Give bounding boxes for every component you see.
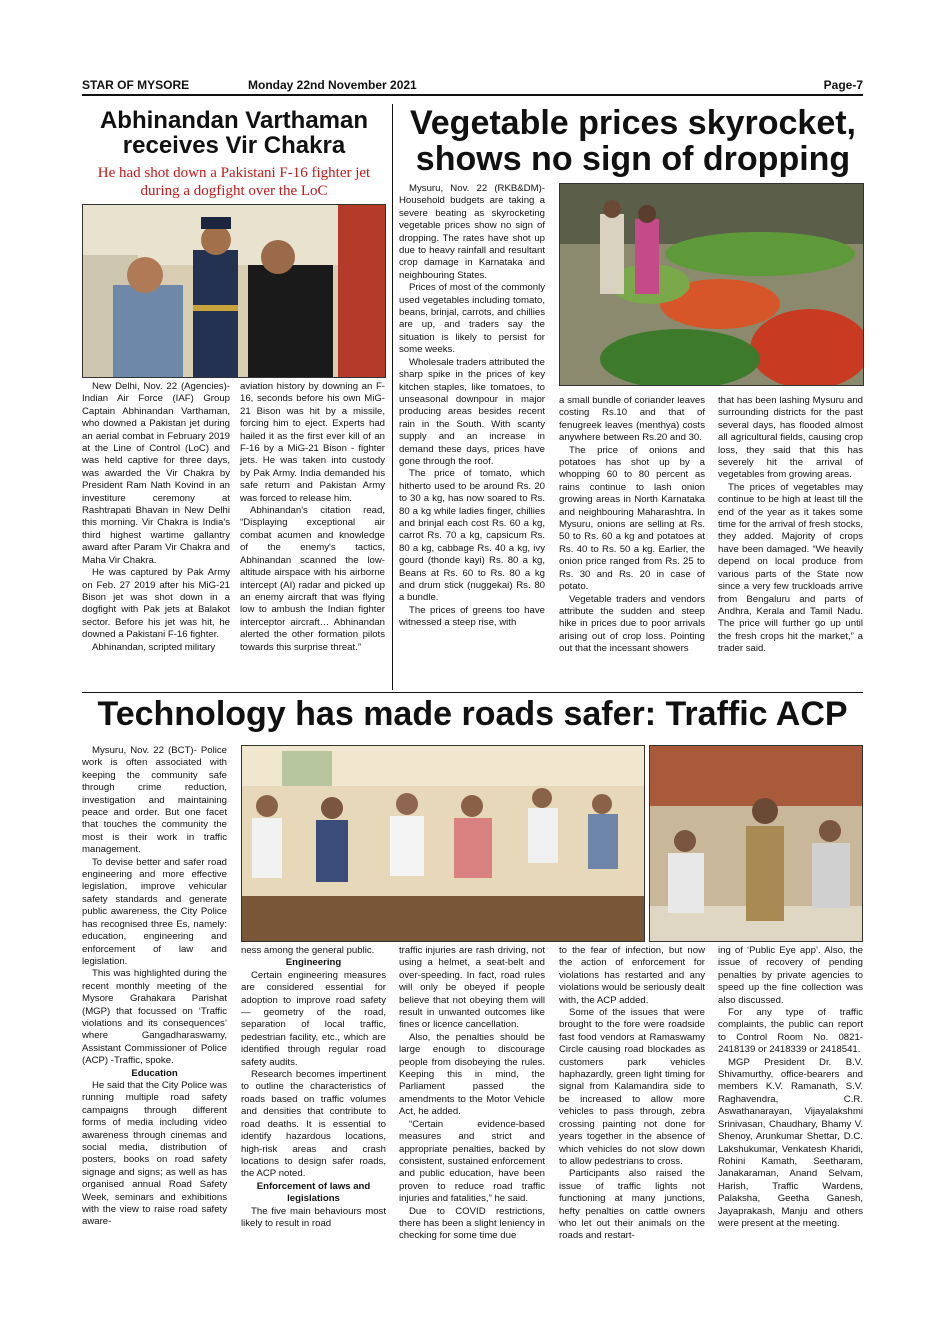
paragraph: The prices of vegetables may continue to be high at least till the end of the year as it takes some time for the arrival of fresh stocks, they added. Majority of crops have been damaged. “We heavily depend on local produce from various parts of the State now since a very few truckloads arrive from Bengaluru and parts of Andhra, Kerala and Tamil Nadu. The price will further go up until the fresh crops hit the market,” a trader said. (718, 481, 863, 655)
story1-headline: Abhinandan Varthaman receives Vir Chakra (99, 107, 369, 160)
paragraph: “Certain evidence-based measures and strict and appropriate penalties, backed by consistent, sustained enforcement and public education, have been proven to reduce road traffic injuries and fatalities,” he said. (399, 1118, 545, 1205)
column-divider (392, 104, 393, 690)
acp-speaking-image (650, 746, 862, 941)
paragraph: Mysuru, Nov. 22 (RKB&DM)- Household budgets are taking a severe beating as skyrocketing vegetable prices show no sign of dropping. The rates have shot up due to heavy rainfall and resultant crop damage in Karnataka and neighbouring States. (399, 183, 545, 281)
story1-deck: He had shot down a Pakistani F-16 fighter jet during a dogfight over the LoC (97, 165, 371, 199)
paragraph: He was captured by Pak Army on Feb. 27 2019 after his MiG-21 Bison jet was shot down in a dogfight with Pak jets at Balakot sector. Before his jet was hit, he downed a Pakistani F-16 fighter. (82, 567, 230, 641)
paragraph: ness among the general public. (241, 945, 375, 956)
paragraph: Participants also raised the issue of traffic lights not functioning at many junctions, hefty penalties on cattle owners who let out their animals on the roads and restart- (559, 1168, 705, 1242)
paragraph: to the fear of infection, but now the action of enforcement for violations has restarted and any violations would be seriously dealt with, the ACP added. (559, 945, 705, 1006)
story3-headline: Technology has made roads safer: Traffic ACP (97, 695, 848, 733)
paragraph: a small bundle of coriander leaves costing Rs.10 and that of fenugreek leaves (menthya) costs anywhere between Rs.20 and 30. (559, 395, 705, 444)
story3-column-4 (559, 945, 705, 1243)
masthead (82, 78, 863, 94)
acp-speaking-photo (649, 745, 863, 942)
paragraph: Also, the penalties should be large enough to discourage people from disobeying the rules. Keeping this in mind, the Parliament passed the amendments to the Motor Vehicle Act, he added. (399, 1031, 545, 1118)
paragraph: that has been lashing Mysuru and surrounding districts for the past several days, has flooded almost all agricultural fields, causing crop loss, they said that this has severely hit the arrival of vegetables from growing areas. (718, 395, 863, 481)
paragraph: Abhinandan, scripted military (92, 641, 216, 653)
paragraph: New Delhi, Nov. 22 (Agencies)- Indian Air Force (IAF) Group Captain Abhinandan Varthaman, who downed a Pakistan jet during an aerial combat in February 2019 at the Line of Control (LoC) and was held captive for three days, was awarded the Vir Chakra by President Ram Nath Kovind in an investiture ceremony at Rashtrapati Bhavan in New Delhi this morning. Vir Chakra is India's third highest wartime gallantry award after Param Vir Chakra and Maha Vir Chakra. (82, 381, 230, 566)
paragraph: To devise better and safer road engineering and more effective legislation, improve vehicular safety standards and generate public awareness, the City Police has recognised three Es, namely: education, engineering and enforcement of law and legislation. (82, 856, 227, 967)
paragraph: Some of the issues that were brought to the fore were roadside fast food vendors at Ramaswamy Circle causing road blockades as customers park vehicles haphazardly, green light timing for signal from Kalamandira side to be increased to allow more vehicles to pass through, zebra crossing painting not done for years together in the absence of which vehicles do not slow down to allow pedestrians to cross. (559, 1007, 705, 1167)
vegetable-market-photo (559, 183, 864, 386)
award-ceremony-photo (82, 204, 386, 378)
story1-column-1 (82, 381, 230, 654)
paragraph: The price of tomato, which hitherto used to be around Rs. 20 to 30 a kg, has now soared to Rs. 80 a kg while ladies finger, chillies and brinjal each cost Rs. 60 a kg, carrot Rs. 70 a kg, capsicum Rs. 80 a kg, cabbage Rs. 40 a kg, ivy gourd (thonde kayi) Rs. 80 a kg, Beans at Rs. 60 to Rs. 80 a kg and drum stick (nuggekai) Rs. 80 a bundle. (399, 468, 545, 604)
paragraph: For any type of traffic complaints, the public can report to Control Room No. 0821-2418139 or 2418339 or 2418541. (718, 1007, 863, 1056)
meeting-photo (241, 745, 645, 942)
subheading-engineering: Engineering (285, 957, 342, 969)
story1-column-2 (240, 381, 385, 654)
paragraph: The five main behaviours most likely to result in road (241, 1205, 386, 1229)
story3-column-3 (399, 945, 545, 1243)
story3-column-5 (718, 945, 863, 1230)
paragraph: Mysuru, Nov. 22 (BCT)- Police work is often associated with keeping the community safe through crime reduction, investigation and maintaining peace and order. But one facet that touches the community the most is their work in traffic management. (82, 745, 227, 856)
paragraph: traffic injuries are rash driving, not using a helmet, a seat-belt and over-speeding. In fact, road rules will only be obeyed if people believe that not obeying them will result in unwanted outcomes like fines or licence cancellation. (399, 945, 545, 1031)
masthead-rule (82, 94, 863, 96)
story3-column-2 (241, 945, 386, 1230)
meeting-image (242, 746, 644, 941)
paragraph: The price of onions and potatoes has shot up by a whopping 60 to 80 percent as rains continue to lash onion growing areas in North Karnataka and neighbouring Maharashtra. In Mysuru, onions are selling at Rs. 50 to Rs. 60 a kg and potatoes at Rs. 40 to Rs. 50 a kg. Earlier, the onion price ranged from Rs. 25 to Rs. 30 and Rs. 20 in case of potato. (559, 444, 705, 593)
paragraph: aviation history by downing an F-16, seconds before his own MiG-21 Bison was hit by a missile, forcing him to eject. Experts had hailed it as the first ever kill of an F-16 by a MiG-21 Bison - fighter jets. He was taken into custody by Pak Army. India demanded his safe return and Pakistan Army was forced to release him. (240, 381, 385, 504)
story2-column-3 (718, 395, 863, 656)
issue-date: Monday 22nd November 2021 (248, 78, 417, 92)
paragraph: Wholesale traders attributed the sharp spike in the prices of key kitchen staples, like tomatoes, to unseasonal downpour in major producing areas besides recent rain in the South. With scanty supply and an increase in demand these days, prices have gone through the roof. (399, 356, 545, 467)
paragraph: The prices of greens too have witnessed a steep rise, with (399, 604, 545, 629)
paragraph: He said that the City Police was running multiple road safety campaigns through different forms of media including video awareness through cinemas and social media, distribution of posters, books on road safety signage and signs; as well as has organised annual Road Safety Week, seminars and exhibitions with the view to raise road safety aware- (82, 1079, 227, 1228)
story2-column-2 (559, 395, 705, 656)
paragraph: Abhinandan's citation read, “Displaying exceptional air combat acumen and knowledge of the enemy's tactics, Abhinandan scanned the low-altitude airspace with his airborne intercept (AI) radar and picked up an enemy aircraft that was flying low to ambush the Indian fighter interceptor aircraft… Abhinandan alerted the other formation pilots towards this surprise threat.” (240, 505, 385, 653)
paragraph: MGP President Dr. B.V. Shivamurthy, office-bearers and members K.V. Ramanath, S.V. Raghavendra, C.R. Aswathanarayan, Vijayalakshmi Srinivasan, Chaudhary, Bhamy V. Shenoy, Arunkumar Shettar, D.C. Lakshukumar, Venkatesh Kharidi, Rohini Kamath, Seetharam, Janakaraman, Anand Selvam, Harish, Traffic Wardens, Palaksha, Geetha Ganesh, Jayaprakash, Manju and others were present at the meeting. (718, 1056, 863, 1229)
story2-column-1 (399, 183, 545, 630)
section-rule (82, 692, 863, 693)
paragraph: Research becomes impertinent to outline the characteristics of roads based on traffic volumes and densities that contribute to road deaths. It is essential to identify hazardous locations, high-risk areas and crash locations to design safer roads, the ACP noted. (241, 1069, 386, 1180)
subheading-education: Education (131, 1067, 178, 1079)
vegetable-market-image (560, 184, 863, 385)
paragraph: This was highlighted during the recent monthly meeting of the Mysore Grahakara Parishat (MGP) that focussed on ‘Traffic violations and its consequences’ where Gangadharaswamy, Assistant Commissioner of Police (ACP) -Traffic, spoke. (82, 968, 227, 1067)
subheading-enforcement: Enforcement of laws and legislations (256, 1180, 371, 1205)
paragraph: Certain engineering measures are considered essential for adoption to improve road safety — geometry of the road, separation of local traffic, pedestrian facility, etc., which are identified through regular road safety audits. (241, 969, 386, 1068)
paragraph: Vegetable traders and vendors attribute the sudden and steep hike in prices due to poor arrivals arising out of crop loss. Pointing out that the incessant showers (559, 593, 705, 655)
paragraph: Prices of most of the commonly used vegetables including tomato, beans, brinjal, carrots, and chillies are up, and traders say the situation is likely to persist for some weeks. (399, 282, 545, 356)
paragraph: ing of ‘Public Eye app’. Also, the issue of recovery of pending penalties by private agencies to speed up the fine collection was also discussed. (718, 945, 863, 1006)
paper-name: STAR OF MYSORE (82, 78, 190, 92)
page-number: Page-7 (823, 78, 863, 92)
award-ceremony-image (83, 205, 385, 377)
paragraph: Due to COVID restrictions, there has been a slight leniency in checking for some time due (399, 1205, 545, 1242)
story2-headline: Vegetable prices skyrocket, shows no sign of dropping (409, 104, 857, 178)
story3-column-1 (82, 745, 227, 1229)
